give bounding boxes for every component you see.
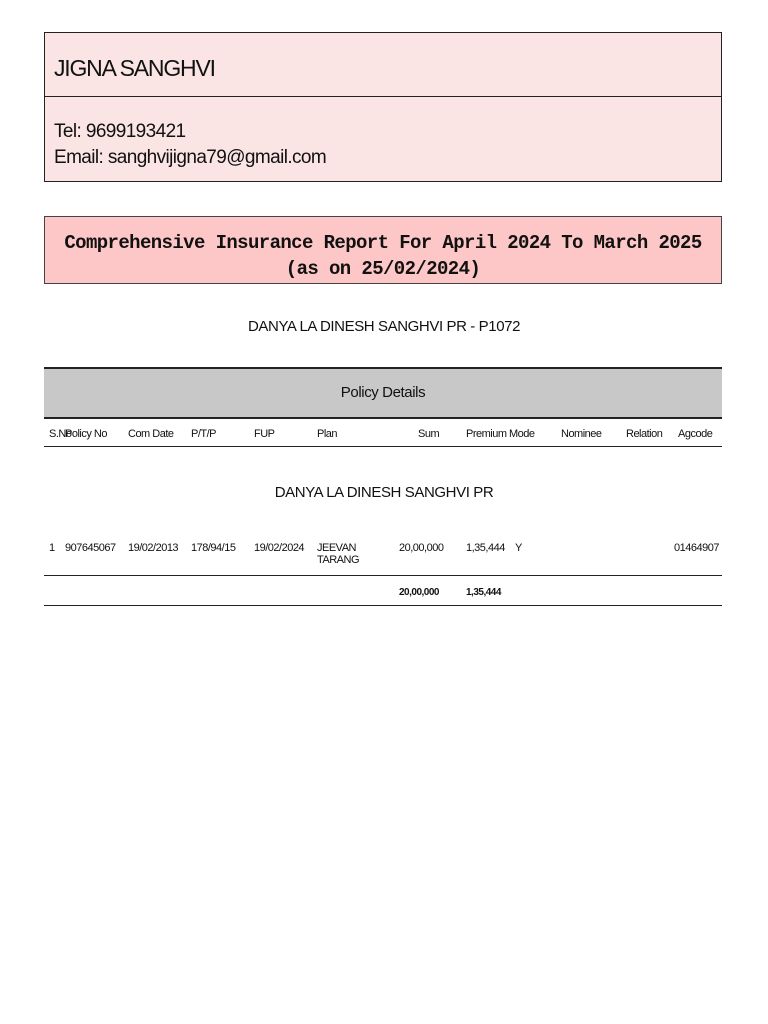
cell-com-date: 19/02/2013 xyxy=(128,542,179,554)
col-mode: Mode xyxy=(509,428,535,440)
agent-name: JIGNA SANGHVI xyxy=(45,33,721,97)
col-ptp: P/T/P xyxy=(191,428,217,440)
col-sno: S.No xyxy=(49,428,72,440)
totals-row xyxy=(44,576,722,606)
report-title-box xyxy=(44,216,722,284)
client-title: DANYA LA DINESH SANGHVI PR - P1072 xyxy=(247,318,521,335)
col-com-date: Com Date xyxy=(128,428,174,440)
col-nominee: Nominee xyxy=(561,428,602,440)
agent-contact xyxy=(45,97,721,171)
col-fup: FUP xyxy=(254,428,275,440)
policy-details-header: Policy Details xyxy=(44,367,722,419)
agent-info-box xyxy=(44,32,722,182)
cell-plan: JEEVAN TARANG xyxy=(317,542,360,566)
table-row xyxy=(44,540,722,576)
group-name: DANYA LA DINESH SANGHVI PR xyxy=(274,484,494,501)
agent-email: Email: sanghvijigna79@gmail.com xyxy=(54,147,327,168)
cell-agcode: 01464907 xyxy=(674,542,719,554)
cell-mode: Y xyxy=(515,542,522,554)
col-agcode: Agcode xyxy=(678,428,713,440)
cell-policy-no: 907645067 xyxy=(65,542,116,554)
report-title: Comprehensive Insurance Report For April 2024 To March 2025 xyxy=(64,232,702,254)
agent-phone: Tel: 9699193421 xyxy=(54,121,186,142)
cell-fup: 19/02/2024 xyxy=(254,542,305,554)
total-sum: 20,00,000 xyxy=(399,587,439,598)
col-premium: Premium xyxy=(466,428,507,440)
total-premium: 1,35,444 xyxy=(466,587,501,598)
cell-premium: 1,35,444 xyxy=(466,542,505,554)
column-headers xyxy=(44,419,722,447)
col-policy-no: Policy No xyxy=(65,428,107,440)
col-plan: Plan xyxy=(317,428,338,440)
cell-sum: 20,00,000 xyxy=(399,542,444,554)
report-date: (as on 25/02/2024) xyxy=(285,258,481,280)
col-sum: Sum xyxy=(418,428,440,440)
col-relation: Relation xyxy=(626,428,663,440)
cell-sno: 1 xyxy=(49,542,55,554)
cell-ptp: 178/94/15 xyxy=(191,542,236,554)
